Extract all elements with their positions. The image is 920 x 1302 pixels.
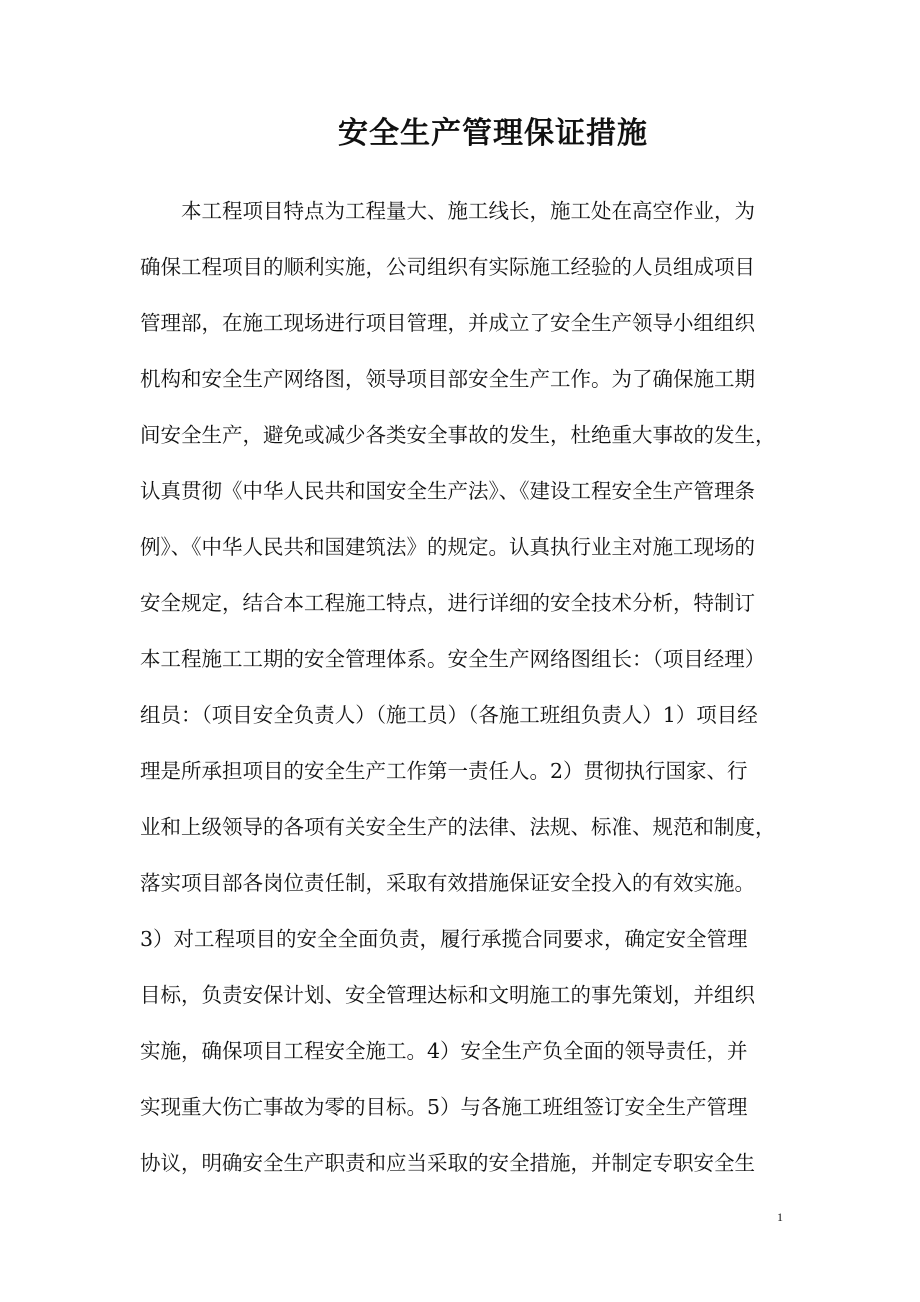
text-line: 实施，确保项目工程安全施工。4）安全生产负全面的领导责任，并 (140, 1039, 748, 1063)
text-line: 间安全生产，避免或减少各类安全事故的发生，杜绝重大事故的发生， (140, 423, 776, 447)
text-line: 例》、《中华人民共和国建筑法》的规定。认真执行业主对施工现场的 (140, 535, 755, 559)
text-line: 理是所承担项目的安全生产工作第一责任人。2）贯彻执行国家、行 (140, 759, 748, 783)
page-number: 1 (777, 1210, 783, 1224)
document-title: 安全生产管理保证措施 (338, 116, 648, 151)
text-line: 组员：（项目安全负责人）（施工员）（各施工班组负责人）1）项目经 (140, 703, 758, 727)
text-line: 确保工程项目的顺利实施，公司组织有实际施工经验的人员组成项目 (140, 255, 755, 279)
text-line: 协议，明确安全生产职责和应当采取的安全措施，并制定专职安全生 (140, 1151, 755, 1175)
text-line: 认真贯彻《中华人民共和国安全生产法》、《建设工程安全生产管理条 (140, 479, 755, 503)
text-line: 业和上级领导的各项有关安全生产的法律、法规、标准、规范和制度， (140, 815, 776, 839)
text-line: 实现重大伤亡事故为零的目标。5）与各施工班组签订安全生产管理 (140, 1095, 748, 1119)
text-line: 3）对工程项目的安全全面负责，履行承揽合同要求，确定安全管理 (140, 927, 748, 951)
text-line: 安全规定，结合本工程施工特点，进行详细的安全技术分析，特制订 (140, 591, 755, 615)
text-line: 管理部，在施工现场进行项目管理，并成立了安全生产领导小组组织 (140, 311, 755, 335)
text-line: 目标，负责安保计划、安全管理达标和文明施工的事先策划，并组织 (140, 983, 755, 1007)
text-line: 本工程施工工期的安全管理体系。安全生产网络图组长：（项目经理） (140, 647, 766, 671)
text-line: 机构和安全生产网络图，领导项目部安全生产工作。为了确保施工期 (140, 367, 755, 391)
text-line: 落实项目部各岗位责任制，采取有效措施保证安全投入的有效实施。 (140, 871, 755, 895)
text-line: 本工程项目特点为工程量大、施工线长，施工处在高空作业，为 (140, 199, 755, 223)
